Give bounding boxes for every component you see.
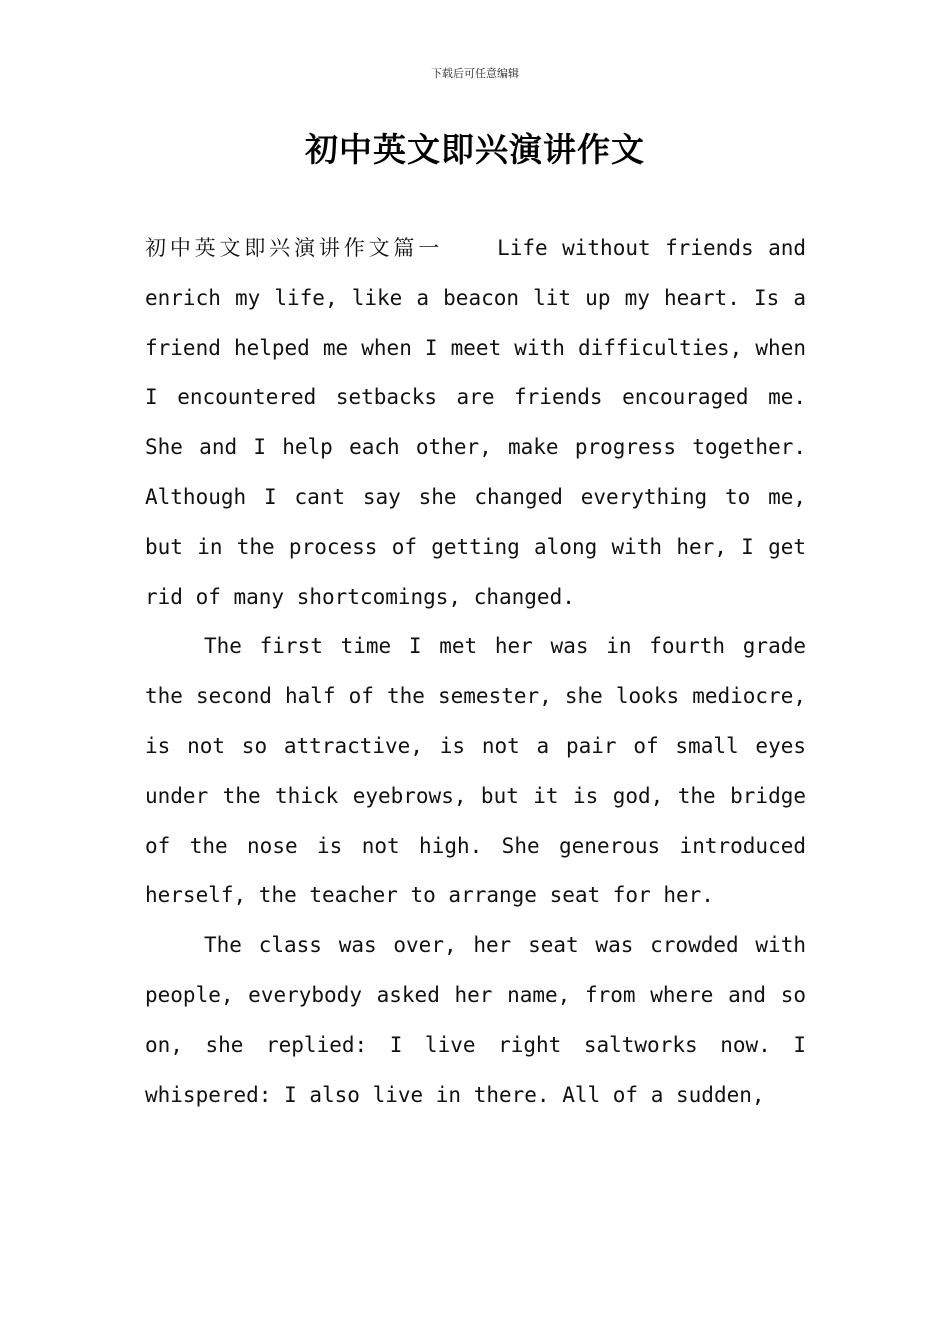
paragraph-1-text: Life without friends and enrich my life, like a beacon lit up my heart. Is a friend helped me when I meet with difficulties, when I encountered setbacks are friends encouraged me. She and I help each other, make progress together. Although I cant say she changed everything to me, but in the process of getting along with her, I get rid of many shortcomings, changed. <box>145 236 807 609</box>
document-title: 初中英文即兴演讲作文 <box>305 130 645 169</box>
document-body <box>145 224 806 1120</box>
paragraph-3: The class was over, her seat was crowded with people, everybody asked her name, from where and so on, she replied: I live right saltworks now. I whispered: I also live in there. All of a sudden, <box>145 933 806 1107</box>
paragraph-2: The first time I met her was in fourth grade the second half of the semester, she looks mediocre, is not so attractive, is not a pair of small eyes under the thick eyebrows, but it is god, the bridge of the nose is not high. She generous introduced herself, the teacher to arrange seat for her. <box>145 634 806 908</box>
paragraph-1 <box>145 224 806 622</box>
section-heading: 初中英文即兴演讲作文篇一 <box>145 236 444 260</box>
header-note: 下载后可任意编辑 <box>431 67 519 80</box>
